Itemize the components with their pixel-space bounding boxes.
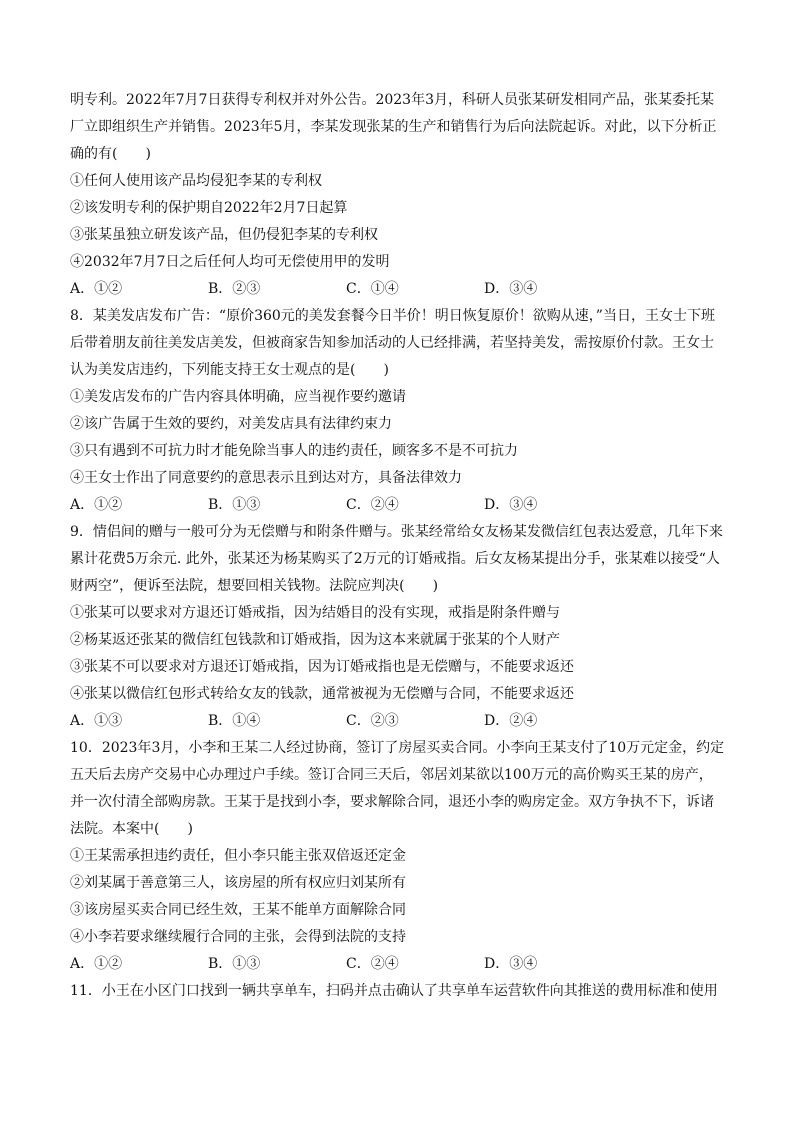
question-10-options	[70, 951, 724, 978]
option-c: C．②④	[346, 497, 399, 513]
question-10-statement: ①王某需承担违约责任，但小李只能主张双倍返还定金	[70, 848, 406, 864]
question-9	[70, 519, 724, 735]
option-b: B．①④	[208, 713, 261, 729]
question-11-line: 11．小王在小区门口找到一辆共享单车，扫码并点击确认了共享单车运营软件向其推送的费用标准和使用	[70, 983, 718, 999]
option-c: C．②③	[346, 713, 399, 729]
option-a: A．①③	[70, 713, 123, 729]
question-9-statement: ②杨某返还张某的微信红包钱款和订婚戒指，因为这本来就属于张某的个人财产	[70, 632, 560, 648]
option-b: B．①③	[208, 497, 261, 513]
question-9-options	[70, 708, 724, 735]
question-8	[70, 303, 724, 519]
question-10	[70, 735, 724, 978]
question-9-line: 9．情侣间的赠与一般可分为无偿赠与和附条件赠与。张某经常给女友杨某发微信红包表达爱意，几年下来	[70, 524, 723, 540]
question-10-line: 10．2023年3月，小李和王某二人经过协商，签订了房屋买卖合同。小李向王某支付了10万元定金，约定	[70, 740, 724, 756]
question-7-line: 明专利。2022年7月7日获得专利权并对外公告。2023年3月，科研人员张某研发相同产品，张某委托某	[70, 92, 714, 108]
option-a: A．①②	[70, 281, 123, 297]
question-8-line: 后带着朋友前往美发店美发，但被商家告知参加活动的人已经排满，若坚持美发，需按原价付款。王女士	[70, 335, 714, 351]
question-11	[70, 978, 724, 1005]
question-10-line: 并一次付清全部购房款。王某于是找到小李，要求解除合同，退还小李的购房定金。双方争执不下，诉诸	[70, 794, 714, 810]
question-10-statement: ②刘某属于善意第三人，该房屋的所有权应归刘某所有	[70, 875, 406, 891]
question-8-statement: ③只有遇到不可抗力时才能免除当事人的违约责任，顾客多不是不可抗力	[70, 443, 518, 459]
question-9-statement: ④张某以微信红包形式转给女友的钱款，通常被视为无偿赠与合同，不能要求返还	[70, 686, 574, 702]
option-b: B．①③	[208, 956, 261, 972]
option-c: C．②④	[346, 956, 399, 972]
question-10-statement: ④小李若要求继续履行合同的主张，会得到法院的支持	[70, 929, 406, 945]
question-7	[70, 87, 724, 303]
question-10-line: 法院。本案中( )	[70, 821, 193, 837]
question-7-statement: ①任何人使用该产品均侵犯李某的专利权	[70, 173, 322, 189]
option-d: D．③④	[484, 956, 538, 972]
option-c: C．①④	[346, 281, 399, 297]
question-7-statement: ③张某虽独立研发该产品，但仍侵犯李某的专利权	[70, 227, 378, 243]
option-d: D．③④	[484, 497, 538, 513]
question-8-line: 认为美发店违约，下列能支持王女士观点的是( )	[70, 362, 389, 378]
question-8-line: 8．某美发店发布广告：“原价360元的美发套餐今日半价！明日恢复原价！欲购从速，”当日，王女士下班	[70, 308, 715, 324]
question-9-statement: ①张某可以要求对方退还订婚戒指，因为结婚目的没有实现，戒指是附条件赠与	[70, 605, 560, 621]
question-7-statement: ④2032年7月7日之后任何人均可无偿使用甲的发明	[70, 254, 390, 270]
option-a: A．①②	[70, 497, 123, 513]
question-8-statement: ①美发店发布的广告内容具体明确，应当视作要约邀请	[70, 389, 406, 405]
question-8-statement: ②该广告属于生效的要约，对美发店具有法律约束力	[70, 416, 392, 432]
question-7-line: 厂立即组织生产并销售。2023年5月，李某发现张某的生产和销售行为后向法院起诉。对此，以下分析正	[70, 119, 717, 135]
question-8-options	[70, 492, 724, 519]
option-a: A．①②	[70, 956, 123, 972]
question-7-statement: ②该发明专利的保护期自2022年2月7日起算	[70, 200, 348, 216]
question-8-statement: ④王女士作出了同意要约的意思表示且到达对方，具备法律效力	[70, 470, 462, 486]
question-10-line: 五天后去房产交易中心办理过户手续。签订合同三天后，邻居刘某欲以100万元的高价购买王某的房产，	[70, 767, 713, 783]
option-b: B．②③	[208, 281, 261, 297]
option-d: D．③④	[484, 281, 538, 297]
question-7-line: 确的有( )	[70, 146, 151, 162]
question-7-options	[70, 276, 724, 303]
question-9-line: 累计花费5万余元. 此外，张某还为杨某购买了2万元的订婚戒指。后女友杨某提出分手，张某难以接受“人	[70, 551, 720, 567]
option-d: D．②④	[484, 713, 538, 729]
question-9-line: 财两空”，便诉至法院，想要回相关钱物。法院应判决( )	[70, 578, 439, 594]
question-9-statement: ③张某不可以要求对方退还订婚戒指，因为订婚戒指也是无偿赠与，不能要求返还	[70, 659, 574, 675]
question-10-statement: ③该房屋买卖合同已经生效，王某不能单方面解除合同	[70, 902, 406, 918]
